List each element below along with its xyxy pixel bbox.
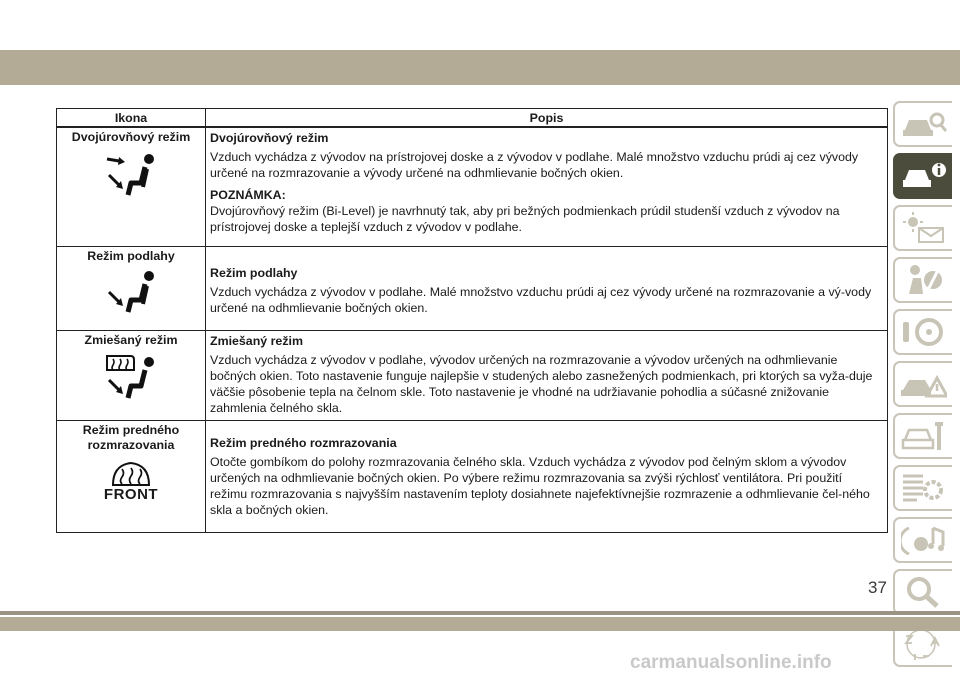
index-icon <box>901 628 947 660</box>
row-description: Vzduch vychádza z vývodov na prístrojovej doske a z vývodov v podlahe. Malé množstvo vzduchu prúdi aj cez vývody určené na rozmrazovanie a vývody určené na odhmlievanie bočných okien. <box>210 150 859 180</box>
col-header-description: Popis <box>206 109 888 128</box>
tab-airbag[interactable] <box>893 257 952 303</box>
floor-mode-icon <box>101 268 161 320</box>
tab-steering-wheel[interactable] <box>893 309 952 355</box>
bilevel-mode-icon <box>101 151 161 203</box>
car-info-icon <box>901 160 947 192</box>
multimedia-icon <box>901 524 947 556</box>
row-title: Režim predného rozmrazovania <box>210 435 397 450</box>
tab-search[interactable] <box>893 569 952 615</box>
footer-band <box>0 617 960 631</box>
table-header-row <box>57 109 888 128</box>
tab-emergency[interactable] <box>893 361 952 407</box>
search-icon <box>901 576 947 608</box>
tab-warning-lights[interactable] <box>893 205 952 251</box>
table-row <box>57 420 888 532</box>
row-description: Vzduch vychádza z vývodov v podlahe, vývodov určených na rozmrazovanie a vývodov určených na odhmlievanie bočných okien. Toto nastavenie funguje najlepšie v studených alebo zasnežených podmienkach, pri ktorých sa vyža-duje väčšie pôsobenie tepla na čelnom skle. Toto nastavenie je vhodné na udržiavanie pohodlia a súčasné znižovanie zahmlenia čelného skla. <box>210 352 873 415</box>
table-row <box>57 127 888 246</box>
car-service-icon <box>901 420 947 452</box>
tab-multimedia[interactable] <box>893 517 952 563</box>
row-label: Dvojúrovňový režim <box>71 130 191 144</box>
car-search-icon <box>901 108 947 140</box>
tab-specifications[interactable] <box>893 465 952 511</box>
ventilation-modes-table <box>56 108 888 533</box>
table-row <box>57 246 888 330</box>
front-defrost-label: FRONT <box>103 485 159 503</box>
tab-car-info[interactable] <box>893 153 952 199</box>
header-band <box>0 50 960 85</box>
row-label: Režim podlahy <box>87 248 175 263</box>
watermark: carmanualsonline.info <box>630 652 832 673</box>
warning-lights-icon <box>901 212 947 244</box>
row-description: Vzduch vychádza z vývodov v podlahe. Malé množstvo vzduchu prúdi aj cez vývody určené na rozmrazovanie a vý-vody určené na odhmlievanie bočných okien. <box>210 284 872 315</box>
row-label: Zmiešaný režim <box>84 332 178 347</box>
footer-rule <box>0 611 960 615</box>
chapter-tabs <box>893 101 960 673</box>
col-header-icon: Ikona <box>57 109 206 128</box>
tab-car-service[interactable] <box>893 413 952 459</box>
note-title: POZNÁMKA: <box>210 188 286 202</box>
row-title: Režim podlahy <box>210 265 298 280</box>
page-number: 37 <box>868 578 887 597</box>
note-text: Dvojúrovňový režim (Bi-Level) je navrhnutý tak, aby pri bežných podmienkach prúdil studenší vzduch z vývodov na prístrojovej doske a teplejší vzduch z vývodov v podlahe. <box>210 204 840 234</box>
airbag-icon <box>901 264 947 296</box>
tab-car-search[interactable] <box>893 101 952 147</box>
row-description: Otočte gombíkom do polohy rozmrazovania čelného skla. Vzduch vychádza z vývodov pod čelným sklom a vývodov určených na odhmlievanie bočných okien. Po výbere režimu rozmrazovania sa zvýši rýchlosť ventilátora. Pri použití režimu rozmrazovania s najvyšším nastavením teploty dosiahnete najefektívnejšie rozmrazenie a odhmlievanie čel-ného skla a bočných okien. <box>210 454 870 517</box>
steering-wheel-icon <box>901 316 947 348</box>
emergency-icon <box>901 368 947 400</box>
table-row <box>57 330 888 420</box>
row-label: Režim predného rozmrazovania <box>82 422 180 452</box>
row-title: Zmiešaný režim <box>210 333 303 348</box>
mix-mode-icon <box>101 352 161 404</box>
row-title: Dvojúrovňový režim <box>210 131 329 145</box>
specifications-icon <box>901 472 947 504</box>
